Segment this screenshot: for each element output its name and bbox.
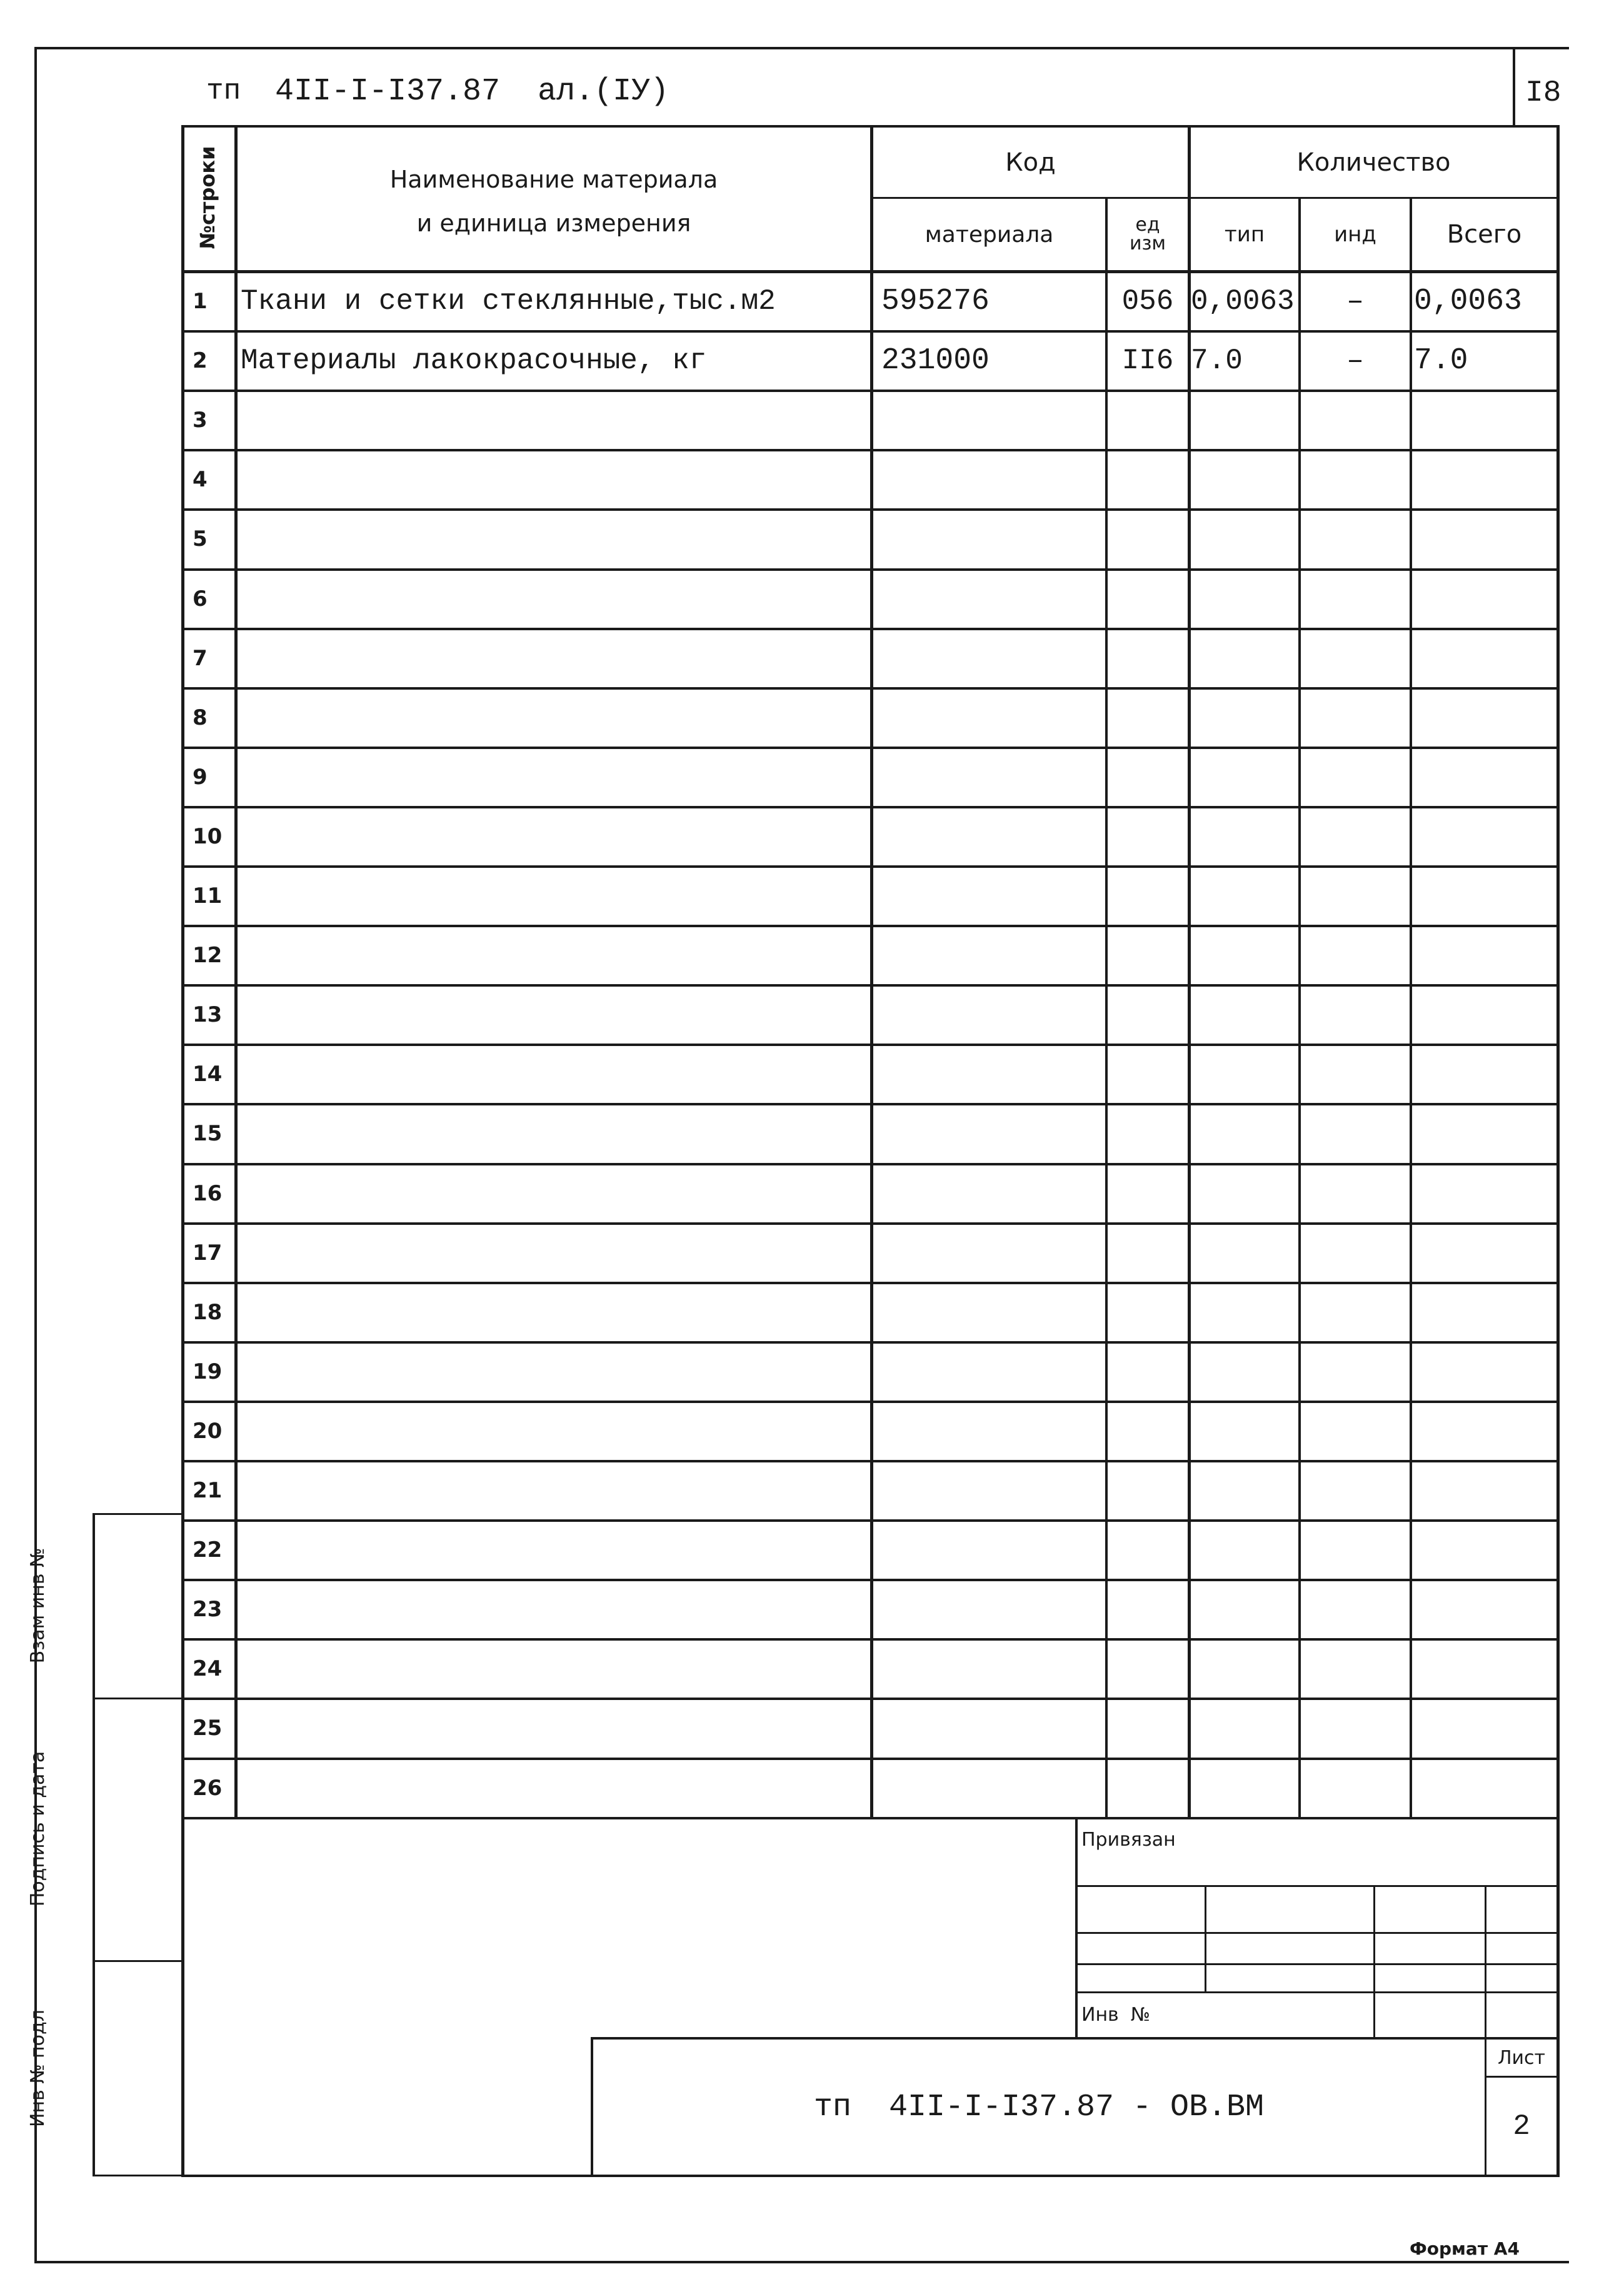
frame-bottom xyxy=(34,2261,1569,2263)
row-number: 7 xyxy=(193,645,208,671)
row-divider xyxy=(181,628,1560,630)
row-divider xyxy=(181,747,1560,749)
sheet-number-divider xyxy=(1513,47,1515,125)
row-divider xyxy=(181,1638,1560,1641)
row-divider xyxy=(181,1817,1560,1819)
list-label: Лист xyxy=(1497,2046,1546,2069)
row-divider xyxy=(181,1044,1560,1046)
stamp-inv-podl: Инв № подл xyxy=(26,2010,49,2127)
row-number: 8 xyxy=(193,705,208,730)
stamp-vzam-inv: Взам инв № xyxy=(26,1547,49,1664)
row-number: 21 xyxy=(193,1478,223,1504)
cell-code: 231000 xyxy=(881,344,990,378)
row-divider xyxy=(181,508,1560,511)
row-number: 13 xyxy=(193,1002,223,1028)
cell-ind: – xyxy=(1346,345,1364,378)
row-number: 16 xyxy=(193,1180,223,1206)
row-number: 22 xyxy=(193,1537,223,1563)
header-code: 4II-I-I37.87 ал.(IУ) xyxy=(275,74,669,109)
col-code-unit-header: ед изм xyxy=(1129,214,1166,254)
row-number: 18 xyxy=(193,1299,223,1325)
row-divider xyxy=(181,1401,1560,1403)
sheet-number: I8 xyxy=(1525,76,1561,110)
row-number: 15 xyxy=(193,1121,223,1147)
row-number: 20 xyxy=(193,1418,223,1444)
row-divider xyxy=(181,865,1560,868)
col-code-material-header: материала xyxy=(925,221,1054,248)
row-number: 10 xyxy=(193,823,223,849)
col-name-header-line2: и единица измерения xyxy=(416,209,691,237)
col-qty-total-header: Всего xyxy=(1446,220,1522,249)
stamp-podpis-data: Подпись и дата xyxy=(26,1751,49,1907)
list-number: 2 xyxy=(1513,2110,1530,2143)
frame-top xyxy=(34,47,1569,49)
row-number: 9 xyxy=(193,764,208,790)
cell-unit: II6 xyxy=(1121,345,1174,378)
cell-ind: – xyxy=(1346,285,1364,318)
col-qty-ind-header: инд xyxy=(1334,222,1376,247)
privyazan-label: Привязан xyxy=(1081,1829,1176,1851)
header-prefix: тп xyxy=(206,75,241,108)
cell-type: 7.0 xyxy=(1191,345,1243,378)
row-divider xyxy=(181,1103,1560,1105)
row-number: 12 xyxy=(193,943,223,968)
col-code-header: Код xyxy=(1005,148,1056,177)
cell-total: 7.0 xyxy=(1414,344,1468,378)
row-number: 11 xyxy=(193,883,223,909)
row-number: 26 xyxy=(193,1775,223,1801)
format-label: Формат А4 xyxy=(1410,2238,1520,2259)
cell-total: 0,0063 xyxy=(1414,284,1522,319)
col-row-number-header: №строки xyxy=(196,146,219,249)
row-divider xyxy=(181,1460,1560,1462)
row-number: 24 xyxy=(193,1656,223,1682)
row-number: 25 xyxy=(193,1716,223,1741)
cell-name: Ткани и сетки стеклянные,тыс.м2 xyxy=(241,285,776,318)
row-number: 3 xyxy=(193,408,208,433)
inv-no-label: Инв № xyxy=(1081,2004,1151,2026)
col-name-header-line1: Наименование материала xyxy=(389,166,718,193)
row-divider xyxy=(181,568,1560,571)
row-divider xyxy=(181,1341,1560,1344)
row-divider xyxy=(181,687,1560,690)
document-code: тп 4II-I-I37.87 - ОВ.ВМ xyxy=(813,2089,1265,2125)
row-divider xyxy=(181,1698,1560,1700)
cell-name: Материалы лакокрасочные, кг xyxy=(241,345,707,378)
row-number: 17 xyxy=(193,1240,223,1265)
row-number: 1 xyxy=(193,289,208,314)
row-number: 14 xyxy=(193,1062,223,1087)
row-divider xyxy=(181,1282,1560,1284)
row-divider xyxy=(181,1758,1560,1760)
row-divider xyxy=(181,925,1560,927)
row-divider xyxy=(181,984,1560,987)
row-number: 23 xyxy=(193,1597,223,1622)
col-qty-type-header: тип xyxy=(1224,222,1265,247)
row-divider xyxy=(181,1222,1560,1225)
cell-type: 0,0063 xyxy=(1191,285,1295,318)
col-quantity-header: Количество xyxy=(1296,148,1451,177)
row-number: 4 xyxy=(193,467,208,493)
row-divider xyxy=(181,1519,1560,1522)
row-divider xyxy=(181,390,1560,392)
row-divider xyxy=(181,449,1560,451)
row-divider xyxy=(181,1163,1560,1165)
row-divider xyxy=(181,1579,1560,1581)
row-number: 6 xyxy=(193,586,208,611)
row-number: 2 xyxy=(193,348,208,374)
row-number: 5 xyxy=(193,526,208,552)
row-number: 19 xyxy=(193,1359,223,1384)
cell-code: 595276 xyxy=(881,284,990,319)
row-divider xyxy=(181,806,1560,808)
cell-unit: 056 xyxy=(1121,285,1174,318)
